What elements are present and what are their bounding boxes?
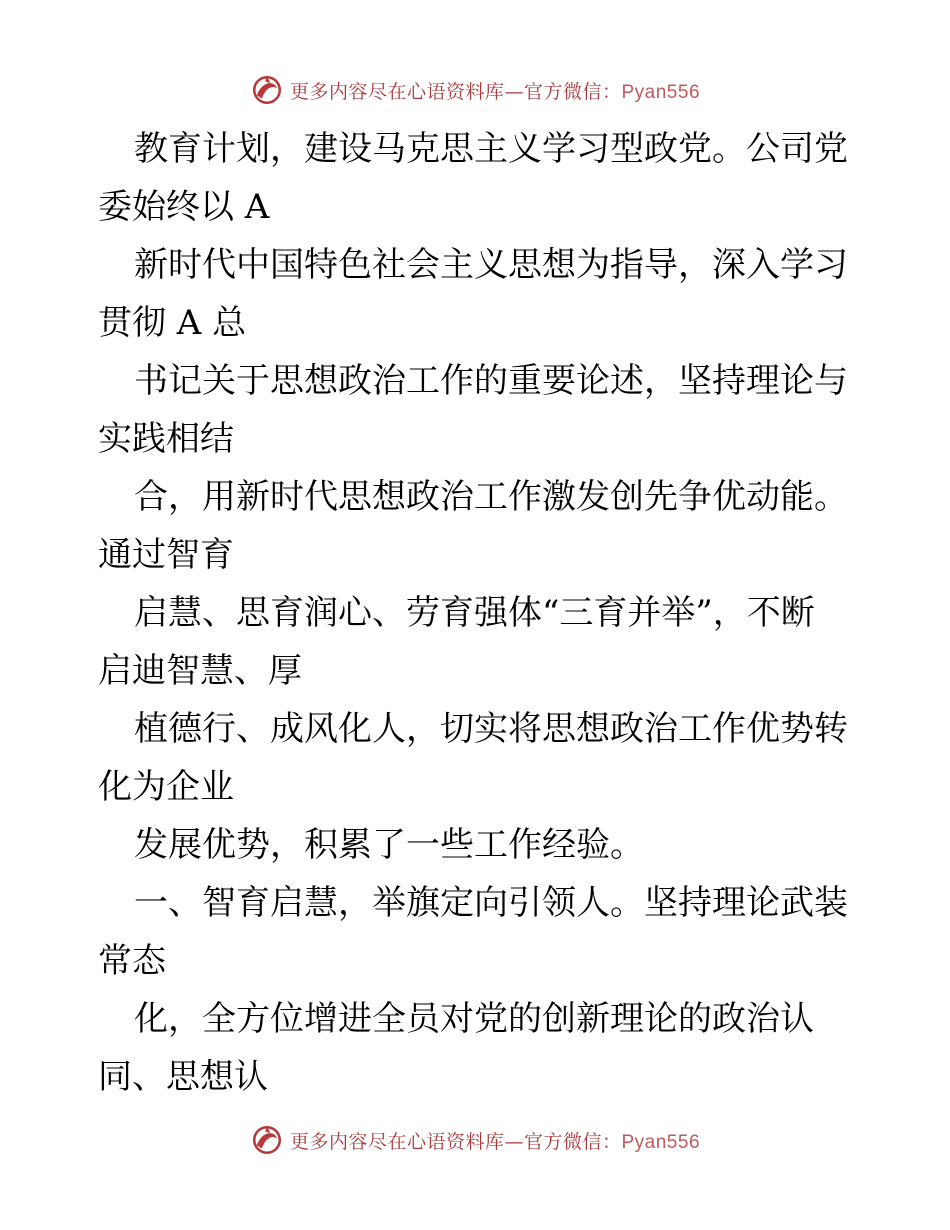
text-line: 植德行、成风化人，切实将思想政治工作优势转 <box>134 709 848 749</box>
text-line: 通过智育 <box>98 535 234 575</box>
banner-label: 更多内容尽在心语资料库—官方微信： <box>289 80 622 103</box>
text-line: 常态 <box>98 941 166 981</box>
red-brush-swirl-icon <box>250 1123 284 1157</box>
text-line: 书记关于思想政治工作的重要论述，坚持理论与 <box>134 361 848 401</box>
text-line: 教育计划，建设马克思主义学习型政党。公司党 <box>134 129 848 169</box>
text-line: 实践相结 <box>98 419 234 459</box>
banner-text <box>290 77 700 104</box>
text-line: 发展优势，积累了一些工作经验。 <box>134 825 644 865</box>
text-line: 同、思想认 <box>98 1057 268 1097</box>
text-line: 委始终以 A <box>98 187 270 227</box>
footer-watermark-banner <box>0 1120 950 1160</box>
red-brush-swirl-icon <box>250 73 284 107</box>
banner-wechat-id: Pyan556 <box>621 1131 701 1153</box>
text-line: 启迪智慧、厚 <box>98 651 302 691</box>
text-line: 贯彻 A 总 <box>98 303 247 343</box>
text-line: 新时代中国特色社会主义思想为指导，深入学习 <box>134 245 848 285</box>
document-body <box>98 120 858 1106</box>
text-line: 化，全方位增进全员对党的创新理论的政治认 <box>134 999 814 1039</box>
text-line: 一、智育启慧，举旗定向引领人。坚持理论武装 <box>134 883 848 923</box>
banner-wechat-id: Pyan556 <box>621 81 701 103</box>
header-watermark-banner <box>0 70 950 110</box>
text-line: 启慧、思育润心、劳育强体“三育并举”，不断 <box>134 593 815 633</box>
text-line: 合，用新时代思想政治工作激发创先争优动能。 <box>134 477 848 517</box>
banner-label: 更多内容尽在心语资料库—官方微信： <box>289 1130 622 1153</box>
text-line: 化为企业 <box>98 767 234 807</box>
banner-text <box>290 1127 700 1154</box>
